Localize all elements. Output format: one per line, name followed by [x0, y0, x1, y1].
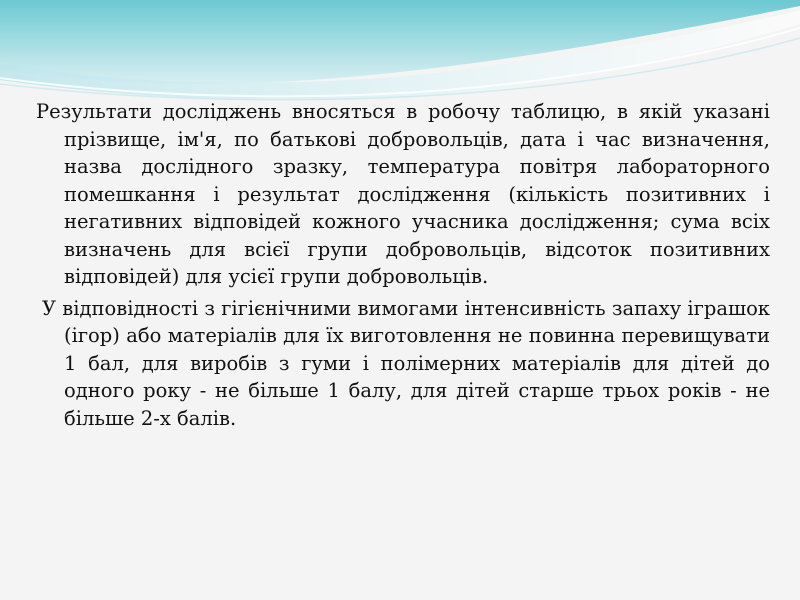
paragraph-results-recording: Результати досліджень вносяться в робочу таблицю, в якій указані прізвище, ім'я, по батькові добровольців, дата і час визначення, назва дослідного зразку, температура повітря лабораторного помешкання і результат дослідження (кількість позитивних і негативних відповідей кожного учасника дослідження; сума всіх визначень для всієї групи добровольців, відсоток позитивних відповідей) для усієї групи добровольців. — [36, 100, 770, 288]
slide-body — [36, 98, 770, 432]
paragraph-hygiene-requirements: У відповідності з гігієнічними вимогами інтенсивність запаху іграшок (ігор) або матеріалів для їх виготовлення не повинна перевищувати 1 бал, для виробів з гуми і полімерних матеріалів для дітей до одного року - не більше 1 балу, для дітей старше трьох років - не більше 2-х балів. — [42, 296, 770, 430]
decorative-wave-header — [0, 0, 800, 110]
